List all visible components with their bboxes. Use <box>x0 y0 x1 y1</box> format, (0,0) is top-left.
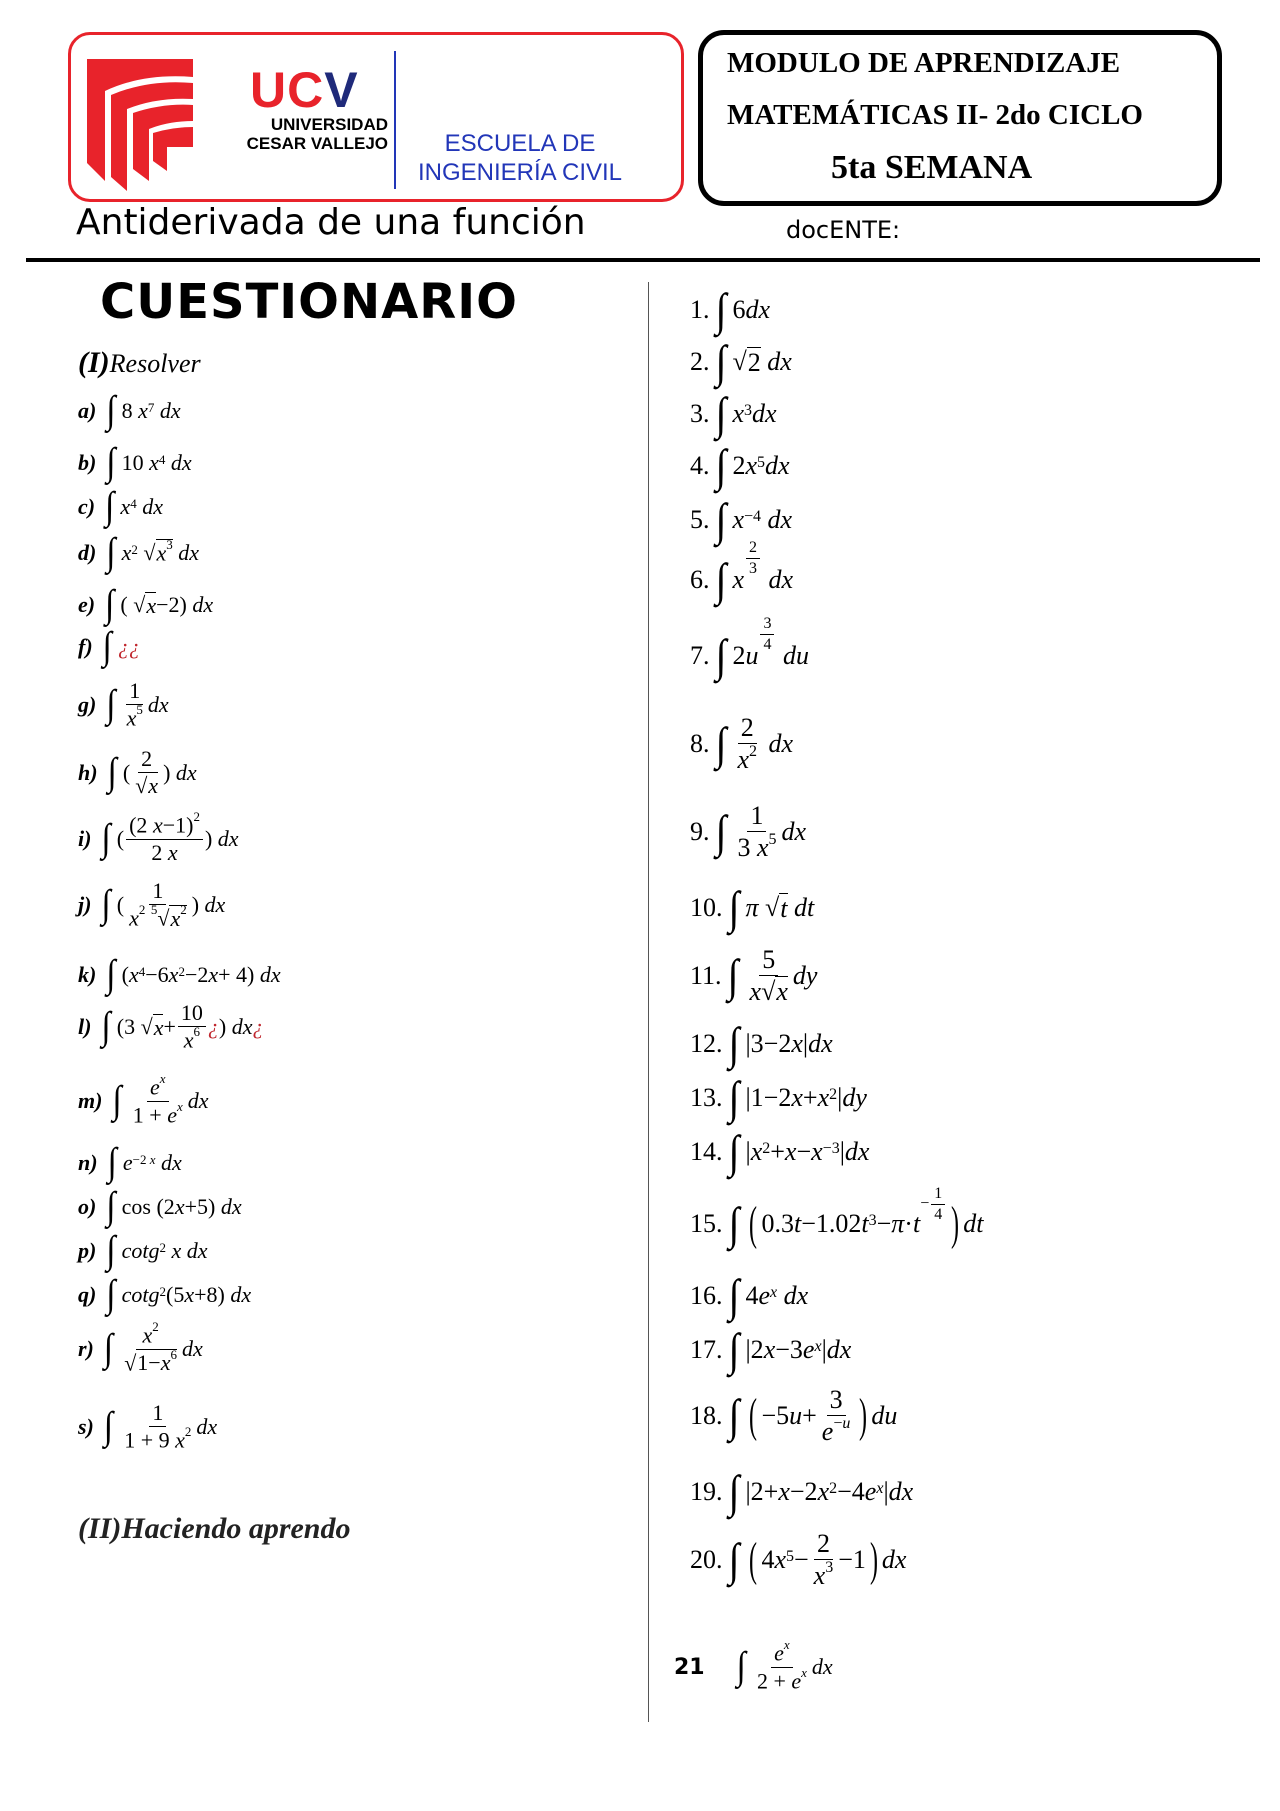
ucv-logo-text: UCV <box>250 62 359 118</box>
module-title: MODULO DE APRENDIZAJE <box>727 47 1121 79</box>
exercise-p: p) ∫ cotg 2 x dx <box>78 1229 208 1272</box>
university-logo-box <box>68 32 684 202</box>
exercise-m: m) ∫ $\frac{e^x}{1 + e^x}$ dx <box>78 1071 209 1128</box>
exercise-1: 1. ∫ 6 dx <box>690 283 771 336</box>
school-name: ESCUELA DE INGENIERÍA CIVIL <box>417 130 623 186</box>
exercise-10: 10. ∫ π √ t dt <box>690 881 815 934</box>
exercise-e: e) ∫ ( √ x −2) dx <box>78 583 214 626</box>
course-title: MATEMÁTICAS II- 2do CICLO <box>727 99 1143 131</box>
exercise-11: 11. ∫ $\frac{5}{x√x}$ dy <box>690 945 818 1007</box>
questionnaire-title: CUESTIONARIO <box>100 274 518 330</box>
exercise-o: o) ∫ cos (2 x +5) dx <box>78 1185 242 1228</box>
section-2-heading: (II)Haciendo aprendo <box>78 1512 351 1545</box>
exercise-5: 5. ∫ x −4 dx <box>690 493 793 546</box>
exercise-n: n) ∫ e −2 x dx <box>78 1141 182 1184</box>
exercise-3: 3. ∫ x 3 dx <box>690 387 777 440</box>
exercise-9: 9. ∫ $\frac{1}{3 x^5}$ dx <box>690 801 807 863</box>
teacher-label: docENTE: <box>786 216 901 244</box>
exercise-r: r) ∫ $\frac{x^2}{√1-x^6}$ dx <box>78 1319 203 1376</box>
exercise-8: 8. ∫ $\frac{2}{x^2}$ dx <box>690 713 794 775</box>
exercise-a: a) ∫ 8 x 7 dx <box>78 389 181 432</box>
exercise-7: 7. ∫ 2 u $\frac{3}{4}$ du <box>690 615 809 682</box>
exercise-12: 12. ∫ |3−2 x | dx <box>690 1017 833 1070</box>
logo-divider <box>394 51 396 189</box>
week-label: 5ta SEMANA <box>831 149 1033 186</box>
university-name: UNIVERSIDAD CESAR VALLEJO <box>246 115 388 153</box>
exercise-20: 20. ∫ ( 4 x 5 − $\frac{2}{x^3}$ −1 ) dx <box>690 1529 907 1591</box>
exercise-s: s) ∫ $\frac{1}{1 + 9 x^2}$ dx <box>78 1400 218 1453</box>
exercise-2: 2. ∫ √ 2 dx <box>690 335 792 388</box>
header-divider <box>26 258 1260 262</box>
exercise-21: 21 ∫ $\frac{e^x}{2 + e^x}$ dx <box>674 1637 833 1694</box>
exercise-c: c) ∫ x 4 dx <box>78 485 163 528</box>
exercise-4: 4. ∫ 2 x 5 dx <box>690 439 790 492</box>
exercise-16: 16. ∫ 4 e x dx <box>690 1269 809 1322</box>
section-1-heading: (I)Resolver <box>78 346 201 379</box>
exercise-l: l) ∫ (3 √ x + $\frac{10}{x^6}$ ¿ ) dx ¿ <box>78 1000 264 1053</box>
exercise-b: b) ∫ 10 x 4 dx <box>78 441 192 484</box>
exercise-h: h) ∫ ( $\frac{2}{√x}$ ) dx <box>78 746 197 799</box>
exercise-15: 15. ∫ ( 0.3 t −1.02 t 3 − π · t − $\frac{1}{4}$ ) dt <box>690 1185 984 1250</box>
column-divider <box>648 282 649 1722</box>
exercise-d: d) ∫ x 2 √ $x^3$ dx <box>78 531 200 574</box>
topic-title: Antiderivada de una función <box>76 202 586 243</box>
exercise-13: 13. ∫ |1−2 x + x 2 | dy <box>690 1071 867 1124</box>
exercise-q: q) ∫ cotg 2 (5 x +8) dx <box>78 1273 252 1316</box>
exercise-19: 19. ∫ |2+ x −2 x 2 −4 e x | dx <box>690 1465 914 1518</box>
module-title-box <box>698 30 1222 206</box>
exercise-6: 6. ∫ x $\frac{2}{3}$ dx <box>690 539 794 606</box>
ucv-emblem-icon <box>83 51 203 191</box>
exercise-17: 17. ∫ |2 x −3 e x | dx <box>690 1323 852 1376</box>
exercise-g: g) ∫ $\frac{1}{x^5}$ dx <box>78 678 169 731</box>
exercise-j: j) ∫ ( $\frac{1}{x^2 ^5√x^2}$ ) dx <box>78 878 226 931</box>
exercise-f: f) ∫ ¿¿ <box>78 625 140 668</box>
exercise-18: 18. ∫ ( −5 u + $\frac{3}{e^{-u}}$ ) du <box>690 1385 898 1447</box>
exercise-k: k) ∫ ( x 4 −6 x 2 −2 x + 4) dx <box>78 953 281 996</box>
exercise-i: i) ∫ ( $\frac{(2 x-1)^2}{2 x}$ ) dx <box>78 809 239 865</box>
exercise-14: 14. ∫ | x 2 + x − x −3 | dx <box>690 1125 870 1178</box>
